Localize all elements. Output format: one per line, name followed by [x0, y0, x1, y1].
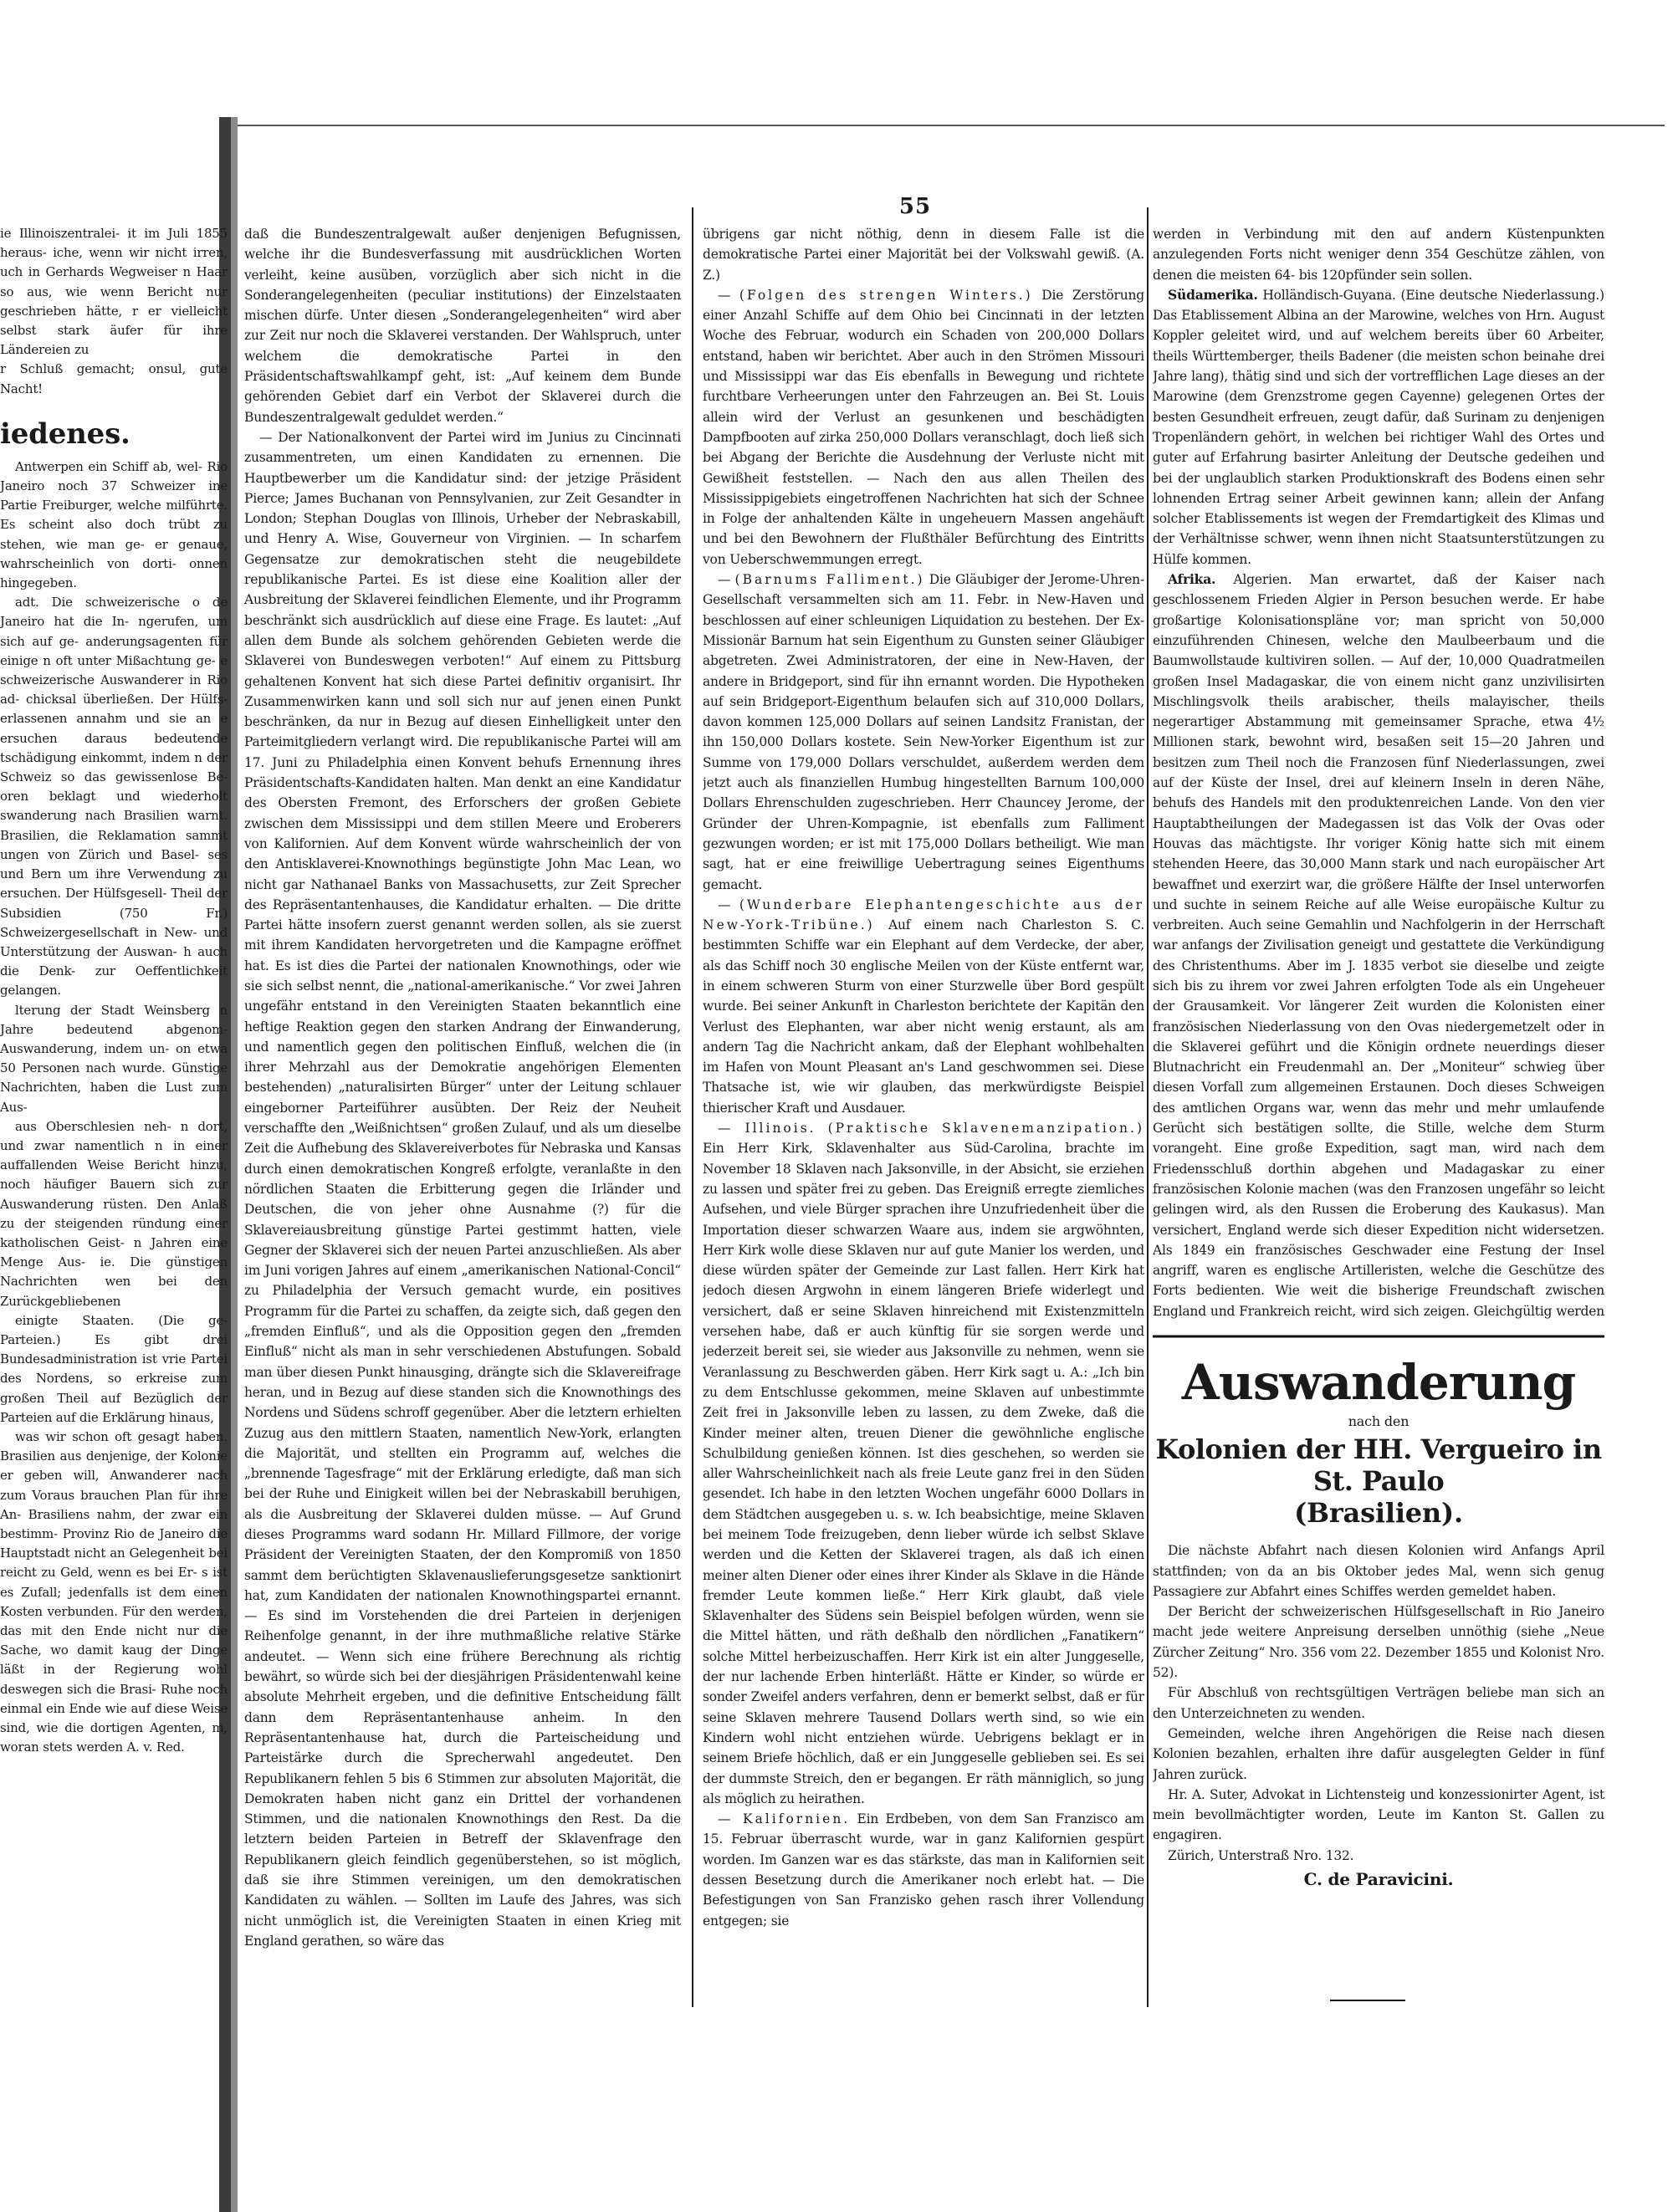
article-body: Auf einem nach Charleston S. C. bestimmten Schiffe war ein Elephant auf dem Verdecke, der aber, als das Schiff noch 30 englische Meilen von der Küste entfernt war, in einem schweren Sturm von einer Sturzwelle über Bord gespült wurde. Bei seiner Ankunft in Charleston berichtete der Kapitän den Verlust des Elephanten, war aber nicht wenig erstaunt, als am andern Tag die Nachricht ankam, daß der Elephant wohlbehalten im Hafen von Mount Pleasant an's Land geschwommen sei. Diese Thatsache ist, wie wir glauben, das merkwürdigste Beispiel thierischer Kraft und Ausdauer.	[703, 917, 1144, 1116]
article-body: Die Zerstörung einer Anzahl Schiffe auf dem Ohio bei Cincinnati in der letzten Woche des Februar, wodurch ein Schaden von 200,000 Dollars entstand, haben wir berichtet. Aber auch in den Strömen Missouri und Mississippi war das Eis ebenfalls in Bewegung und richtete furchtbare Verheerungen unter den Fahrzeugen an. Bei St. Louis allein wird der Verlust an gesunkenen und beschädigten Dampfbooten auf zirka 250,000 Dollars veranschlagt, doch ließ sich bei Abgang der Berichte die Ausdehnung der Verluste nicht mit Gewißheit feststellen. — Nach den aus allen Theilen des Mississippigebiets eingetroffenen Nachrichten hat sich der Schnee in Folge der anhaltenden Kälte in ungeheuern Massen angehäuft und bei den Bewohnern der Flußthäler Befürchtung des Eintritts von Ueberschwemmungen erregt.	[703, 287, 1144, 567]
section-heading: iedenes.	[0, 416, 130, 451]
column-4	[1153, 224, 1604, 1320]
column-3	[703, 224, 1144, 2001]
article-barnum: — (Barnums Falliment.) Die Gläubiger der Jerome-Uhren-Gesellschaft versammelten sich am 11. Febr. in New-Haven und beschlossen auf einer schleunigen Liquidation zu bestehen. Der Ex-Missionär Barnum hat sein Eigenthum zu Gunsten seiner Gläubiger abgetreten. Zwei Administratoren, der eine in New-Haven, der andere in Bridgeport, sind für ihn ernannt worden. Die Hypotheken auf sein Bridgeport-Eigenthum belaufen sich auf 310,000 Dollars, davon kommen 125,000 Dollars auf seinen Landsitz Franistan, der ihn 150,000 Dollars kostete. Sein New-Yorker Eigenthum ist zur Summe von 179,000 Dollars verschuldet, außerdem werden dem jetzt auch als finanziellen Humbug hingestellten Barnum 100,000 Dollars Ehrenschulden zugeschrieben. Herr Chauncey Jerome, der Gründer der Uhren-Kompagnie, ist ebenfalls zum Falliment gezwungen worden; er ist mit 175,000 Dollars betheiligt. Wie man sagt, hat er eine freiwillige Uebertragung seines Eigenthums gemacht.	[703, 572, 1144, 892]
article-body: Ein Erdbeben, von dem San Franzisco am 15. Februar überrascht wurde, war in ganz Kalifornien gespürt worden. Im Ganzen war es das stärkste, das man in Kalifornien seit dessen Besetzung durch die Amerikaner noch erlebt hat. — Die Befestigungen von San Franzisko gehen rasch ihrer Vollendung entgegen; sie	[703, 1811, 1144, 1928]
column-2	[244, 224, 681, 2001]
article-body: Die Gläubiger der Jerome-Uhren-Gesellschaft versammelten sich am 11. Febr. in New-Haven und beschlossen auf einer schleunigen Liquidation zu bestehen. Der Ex-Missionär Barnum hat sein Eigenthum zu Gunsten seiner Gläubiger abgetreten. Zwei Administratoren, der eine in New-Haven, der andere in Bridgeport, sind für ihn ernannt worden. Die Hypotheken auf sein Bridgeport-Eigenthum belaufen sich auf 310,000 Dollars, davon kommen 125,000 Dollars auf seinen Landsitz Franistan, der ihn 150,000 Dollars kostete. Sein New-Yorker Eigenthum ist zur Summe von 179,000 Dollars verschuldet, außerdem werden dem jetzt auch als finanziellen Humbug hingestellten Barnum 100,000 Dollars Ehrenschulden zugeschrieben. Herr Chauncey Jerome, der Gründer der Uhren-Kompagnie, ist ebenfalls zum Falliment gezwungen worden; er ist mit 175,000 Dollars betheiligt. Wie man sagt, hat er eine freiwillige Uebertragung seines Eigenthums gemacht.	[703, 572, 1144, 892]
ad-connector: nach den	[1348, 1413, 1410, 1429]
signature: C. de Paravicini.	[1303, 1869, 1454, 1890]
ad-title: Auswanderung	[1181, 1354, 1576, 1411]
ad-subtitle-country: (Brasilien).	[1294, 1497, 1463, 1530]
ad-subtitle: Kolonien der HH. Vergueiro in St. Paulo	[1155, 1433, 1602, 1498]
article-subtitle: Algerien.	[1233, 572, 1292, 588]
paragraph: was wir schon oft gesagt haben. Brasilien aus denjenige, der Kolonie er geben will, Anwanderer nach zum Voraus brauchen Plan für ihre An- Brasiliens nahm, der zwar ein bestimm- Provinz Rio de Janeiro die Hauptstadt nicht an Gelegenheit bei reicht zu Geld, wenn es bei Er- s ist es Zufall; jedenfalls ist dem einen Kosten verbunden. Für den werden, das mit den Ende nicht nur die Sache, wo damit kaug der Dinge läßt in der Regierung wohl deswegen sich die Brasi- Ruhe noch einmal ein Ende wie auf diese Weise sind, wie die dortigen Agenten, m, woran stets werden A. v. Red.	[0, 1428, 228, 1755]
paragraph: einigte Staaten. (Die ge- Parteien.) Es gibt drei Bundesadministration ist vrie Partei des Nordens, so erkreise zum großen Theil auf Bezüglich der Parteien auf die Erklärung hinaus,	[0, 1312, 228, 1425]
article-subtitle: Holländisch-Guyana. (Eine deutsche Niederlassung.)	[1262, 287, 1604, 303]
paragraph: Die nächste Abfahrt nach diesen Kolonien wird Anfangs April stattfinden; von da an bis Oktober jedes Mal, wenn sich genug Passagiere zur Abfahrt eines Schiffes werden gemeldet haben.	[1153, 1543, 1604, 1599]
paragraph: Gemeinden, welche ihren Angehörigen die Reise nach diesen Kolonien bezahlen, erhalten ihre dafür ausgelegten Gelder in fünf Jahren zurück.	[1153, 1725, 1604, 1782]
article-body: Das Etablissement Albina an der Marowine, welches von Hrn. August Koppler geleitet wird, und auf welchem bereits über 60 Arbeiter, theils Württemberger, theils Badener (die meisten schon beinahe drei Jahre lang), thätig sind und sich der vortrefflichen Lage dieses an der Marowine (dem Grenzstrome gegen Cayenne) gelegenen Ortes der besten Gesundheit erfreuen, zeugt dafür, daß Surinam zu denjenigen Tropenländern gehört, in welchen bei richtiger Wahl des Ortes und guter auf Erfahrung basirter Anleitung der Deutsche gedeihen und bei der unglaublich starken Produktionskraft des Bodens einen sehr lohnenden Ertrag seiner Arbeit gewinnen kann; allein der Anfang solcher Etablissements ist wegen der Fremdartigkeit des Klimas und der Verhältnisse schwer, wenn ihnen nicht Staatsunterstützungen zu Hülfe kommen.	[1153, 308, 1604, 567]
paragraph: Der Bericht der schweizerischen Hülfsgesellschaft in Rio Janeiro macht jede weitere Anpreisung derselben unnöthig (siehe „Neue Zürcher Zeitung“ Nro. 356 vom 22. Dezember 1855 und Kolonist Nro. 52).	[1153, 1604, 1604, 1681]
address: Zürich, Unterstraß Nro. 132.	[1168, 1847, 1354, 1863]
article-title: — Illinois. (Praktische Sklavenemanzipation.)	[718, 1121, 1144, 1137]
paragraph: übrigens gar nicht nöthig, denn in diesem Falle ist die demokratische Partei einer Majorität bei der Volkswahl gewiß. (A. Z.)	[703, 227, 1144, 283]
paragraph: — Der Nationalkonvent der Partei wird im Junius zu Cincinnati zusammentreten, um einen Kandidaten zu ernennen. Die Hauptbewerber um die Kandidatur sind: der jetzige Präsident Pierce; James Buchanan von Pennsylvanien, zur Zeit Gesandter in London; Stephan Douglas von Illinois, Urheber der Nebraskabill, und Henry A. Wise, Gouverneur von Virginien. — In scharfem Gegensatze zur demokratischen steht die neugebildete republikanische Partei. Es ist diese eine Koalition aller der Ausbreitung der Sklaverei feindlichen Elemente, und ihr Programm beschränkt sich ausdrücklich auf diese eine Frage. Es lautet: „Auf allen dem Bunde als solchem gehörenden Gebieten werde die Sklaverei von Bundeswegen verboten!“ Auf einem zu Pittsburg gehaltenen Konvent hat sich diese Partei definitiv organisirt. Ihr Zusammenwirken kann und soll sich nur auf jenen einen Punkt beschränken, da nur in Bezug auf diesen Einhelligkeit unter den Parteimitgliedern verlangt wird. Die republikanische Partei will am 17. Juni zu Philadelphia einen Konvent behufs Ernennung ihres Präsidentschafts-Kandidaten halten. Man denkt an eine Kandidatur des Obersten Fremont, des Erforschers der großen Gebiete zwischen dem Mississippi und dem stillen Meere und Eroberers von Kalifornien. Auf dem Konvent würde wahrscheinlich der von den Antisklaverei-Knownothings begünstigte John Mac Lean, wo nicht gar Nathanael Banks von Massachusetts, zur Zeit Sprecher des Repräsentantenhauses, die Kandidatur erhalten. — Die dritte Partei hätte insofern zuerst genannt werden sollen, als sie zuerst mit ihrem Kandidaten hervorgetreten und die Kampagne eröffnet hat. Es ist dies die Partei der nationalen Knownothings, oder wie sie sich selbst nennt, die „national-amerikanische.“ Vor zwei Jahren ungefähr entstand in den Vereinigten Staaten bekanntlich eine heftige Reaktion gegen den starken Andrang der Einwanderung, und namentlich gegen den politischen Einfluß, welchen die (in ihrer Mehrzahl aus der Demokratie angehörigen Elementen bestehenden) „naturalisirten Bürger“ unter der Leitung schlauer eingeborner Parteiführer ausübten. Der Reiz der Neuheit verschaffte den „Weißnichtsen“ großen Zulauf, und als um dieselbe Zeit die Aufhebung des Sklavereiverbotes für Nebraska und Kansas durch einen demokratischen Kongreß erfolgte, veranlaßte in den nördlichen Staaten die Erbitterung gegen die Irländer und Deutschen, die von jeher ohne Ausnahme (?) für die Sklavereiausbreitung günstige Partei gestimmt hatten, viele Gegner der Sklaverei sich der neuen Partei anzuschließen. Als aber im Juni vorigen Jahres auf einem „amerikanischen National-Concil“ zu Philadelphia der Versuch gemacht wurde, ein positives Programm für die Partei zu schaffen, da zeigte sich, daß gegen den „fremden Einfluß“, und als die Opposition gegen den „fremden Einfluß“ nicht als man in sehr verschiedenen Abstufungen. Sobald man über diesen Punkt hinausging, drängte sich die Sklavereifrage heran, und in Bezug auf diese standen sich die Knownothings des Nordens und Südens schroff gegenüber. Aber die letztern erhielten Zuzug aus den mittlern Staaten, namentlich New-York, erlangten die Majorität, und stellten ein Programm auf, welches die „brennende Tagesfrage“ mit der Erklärung erledigte, daß man sich bei der Ruhe und Einigkeit willen bei der Nebraskabill beruhigen, als die Ausbreitung der Sklaverei dulden müsse. — Auf Grund dieses Programms ward sodann Hr. Millard Fillmore, der vorige Präsident der Vereinigten Staaten, der den Kompromiß von 1850 sammt dem berüchtigten Sklavenauslieferungsgesetze sanktionirt hat, zum Kandidaten der nationalen Knownothingspartei ernannt. — Es sind im Vorstehenden die drei Parteien in derjenigen Reihenfolge genannt, in der ihre muthmaßliche relative Stärke andeutet. — Wenn sich eine frühere Berechnung als richtig bewährt, so würde sich bei der diesjährigen Präsidentenwahl keine absolute Mehrheit ergeben, und die definitive Entscheidung fällt dann dem Repräsentantenhause anheim. In den Repräsentantenhause hat, durch die Parteischeidung und Parteistärke durch die Sprecherwahl angedeutet. Den Republikanern fehlen 5 bis 6 Stimmen zur absoluten Majorität, die Demokraten haben nicht ganz ein Drittel der vorhandenen Stimmen, und die nationalen Knownothings den Rest. Da die letztern beiden Parteien in Betreff der Sklavenfrage den Republikanern gleich feindlich gegenüberstehen, so ist möglich, daß sie ihre Stimmen vereinigen, um den demokratischen Kandidaten zu wählen. — Sollten im Laufe des Jahres, was sich nicht unmöglich ist, die Vereinigten Staaten in einen Krieg mit England gerathen, so wäre das	[244, 429, 681, 1949]
article-title: (Wunderbare Elephantengeschichte aus der New-York-Tribüne.)	[703, 897, 1144, 933]
article-title: (Barnums Falliment.)	[734, 572, 925, 588]
page-number: 55	[898, 194, 932, 219]
paragraph: Antwerpen ein Schiff ab, wel- Rio Janeiro noch 37 Schweizer ine Partie Freiburger, welche milführte. Es scheint also doch trübt zu stehen, wie man ge- er genaue, wahrscheinlich von dorti- onnen hingegeben.	[0, 458, 228, 591]
article-body: Ein Herr Kirk, Sklavenhalter aus Süd-Carolina, brachte im November 18 Sklaven nach Jaksonville, in der Absicht, sie erziehen zu lassen und später frei zu geben. Das Ereigniß erregte ziemliches Aufsehen, und viele Bürger sprachen ihre Unzufriedenheit über die Importation dieser schwarzen Waare aus, indem sie argwöhnten, Herr Kirk wolle diese Sklaven nur auf gute Manier los werden, und diese würden später der Gemeinde zur Last fallen. Herr Kirk hat jedoch diesen Argwohn in einem längeren Briefe widerlegt und versichert, daß er seine Sklaven hinreichend mit Existenzmitteln versehen habe, daß er auch künftig für sie sorgen werde und jederzeit bereit sei, sie wieder aus Jaksonville zu nehmen, wenn sie Veranlassung zu Beschwerden gäben. Herr Kirk sagt u. A.: „Ich bin zu dem Entschlusse gekommen, meine Sklaven auf unbestimmte Zeit frei in Jaksonville leben zu lassen, zu dem Zweke, daß die Kinder meiner alten, treuen Diener die gewöhnliche englische Schulbildung genießen können. Ist dies geschehen, so werden sie aller Wahrscheinlichkeit nach als freie Leute ganz frei in den Süden gesendet. Ich habe in den letzten Wochen ungefähr 6000 Dollars in dem Städtchen ausgegeben u. s. w. Ich beabsichtige, meine Sklaven bei meinem Tode freizugeben, denn lieber würde ich selbst Sklave werden und die Ketten der Sklaverei tragen, als daß ich einen meiner alten Diener oder eines ihrer Kinder als Sklave in die Hände fremder Leute kommen ließe.“ Herr Kirk glaubt, daß viele Sklavenhalter des Südens sein Beispiel befolgen würden, wenn sie die Mittel hätten, und räth deßhalb den nördlichen „Fanatikern“ solche Mittel herbeizuschaffen. Herr Kirk ist ein alter Junggeselle, der nur lachende Erben hinterläßt. Hätte er Kinder, so würde er sonder Zweifel anders verfahren, denn er bemerkt selbst, daß er für seine Sklaven mehrere Tausend Dollars werth sind, so wie ein Kindern wohl nicht entziehen würde. Uebrigens beklagt er in seinem Briefe höchlich, daß er ein Junggeselle geblieben sei. Es sei der dummste Streich, den er begangen. Er räth männiglich, so jung als möglich zu heirathen.	[703, 1141, 1144, 1806]
article-title: Afrika.	[1168, 571, 1216, 588]
paragraph: werden in Verbindung mit den auf andern Küstenpunkten anzulegenden Forts nicht weniger denn 354 Geschütze zählen, von denen die meisten 64- bis 120pfünder sein sollen.	[1153, 227, 1604, 283]
article-africa	[1153, 570, 1604, 1320]
paragraph: adt. Die schweizerische o de Janeiro hat die In- ngerufen, um sich auf ge- anderungsagenten für einige n oft unter Mißachtung ge- e schweizerische Auswanderer in Rio ad- chicksal überließen. Der Hülfs- erlassenen annahm und sie an e ersuchen daraus bedeutende tschädigung einkommt, indem n der Schweiz so das gewissenlose Be- oren beklagt und wiederholt swanderung nach Brasilien warnt. Brasilien, die Reklamation sammt ungen von Zürich und Basel- ses und Bern um ihre Verwendung zu ersuchen. Der Hülfsgesell- Theil der Subsidien (750 Fr.) Schweizergesellschaft in New- und Unterstützung der Auswan- h auch die Denk- zur Oeffentlichkeit gelangen.	[0, 595, 228, 999]
article-body: Man erwartet, daß der Kaiser nach geschlossenem Frieden Algier in Person besuchen werde. Er habe großartige Kolonisationspläne vor; man spricht von 50,000 einzuführenden Chinesen, welche den Maulbeerbaum und die Baumwollstaude kultiviren sollen. — Auf der, 10,000 Quadratmeilen großen Insel Madagaskar, die von einem nicht ganz unzivilisirten Mischlingsvolk theils arabischer, theils malayischer, theils negerartiger Abstammung mit gemeinsamer Sprache, etwa 4½ Millionen stark, bewohnt wird, besaßen seit 15—20 Jahren und besitzen zum Theil noch die Franzosen fünf Niederlassungen, zwei auf der Küste der Insel, drei auf kleinern Inseln in deren Nähe, behufs des Handels mit den produktenreichen Lande. Von den vier Hauptabtheilungen der Madegassen ist das Volk der Ovas oder Houvas das mächtigste. Ihr voriger König hatte sich mit einem stehenden Heere, das 30,000 Mann stark und nach europäischer Art bewaffnet und exerzirt war, die größere Hälfte der Insel unterworfen und suchte in seinem Reiche auf alle Weise europäische Kultur zu verbreiten. Auch seine Gemahlin und Nachfolgerin in der Herrschaft war anfangs der Zivilisation geneigt und gestattete die Verkündigung des Christenthums. Aber im J. 1835 verbot sie dieselbe und zeigte sich bis zu ihrem vor zwei Jahren erfolgten Tode als ein Ungeheuer der Grausamkeit. Vor längerer Zeit wurden die Kolonisten einer französischen Niederlassung von den Ovas niedergemetzelt oder in die Sklaverei geführt und die Königin ordnete neuerdings dieser Blutnachricht ein Freudenmahl an. Der „Moniteur“ schwieg über diesen Vorfall zum allgemeinen Erstaunen. Doch dieses Schweigen des amtlichen Organs war, wenn das mehr und mehr umlaufende Gerücht sich bestätigen sollte, die Stille, welche dem Sturm vorangeht. Eine große Expedition, sagt man, wird nach dem Friedensschluß dorthin abgehen und Madagaskar zu einer französischen Kolonie machen (was den Franzosen ungefähr so leicht gelingen wird, als den Russen die Eroberung des Kaukasus). Man versichert, England werde sich dieser Expedition nicht widersetzen. Als 1849 ein französisches Geschwader eine Festung der Insel angriff, waren es englische Artilleristen, welche die Geschütze des Forts bedienten. Wie weit die bisherige Freundschaft zwischen England und Frankreich reicht, wird sich zeigen. Gleichgültig werden	[1153, 572, 1604, 1319]
article-california	[703, 1809, 1144, 1931]
article-title: (Folgen des strengen Winters.)	[739, 287, 1033, 303]
article-falling-winter: — (Folgen des strengen Winters.) Die Zerstörung einer Anzahl Schiffe auf dem Ohio bei Cincinnati in der letzten Woche des Februar, wodurch ein Schaden von 200,000 Dollars entstand, haben wir berichtet. Aber auch in den Strömen Missouri und Mississippi war das Eis ebenfalls in Bewegung und richtete furchtbare Verheerungen unter den Fahrzeugen an. Bei St. Louis allein wird der Verlust an gesunkenen und beschädigten Dampfbooten auf zirka 250,000 Dollars veranschlagt, doch ließ sich bei Abgang der Berichte die Ausdehnung der Verluste nicht mit Gewißheit feststellen. — Nach den aus allen Theilen des Mississippigebiets eingetroffenen Nachrichten hat sich der Schnee in Folge der anhaltenden Kälte in ungeheuern Massen angehäuft und bei den Bewohnern der Flußthäler Befürchtung des Eintritts von Ueberschwemmungen erregt.	[703, 287, 1144, 567]
article-south-america	[1153, 285, 1604, 570]
paragraph: lterung der Stadt Weinsberg n Jahre bedeutend abgenom- Auswanderung, indem un- on etwa 50 Personen nach wurde. Günstige Nachrichten, haben die Lust zum Aus-	[0, 1002, 228, 1115]
column-left-fragment	[0, 224, 228, 2005]
article-elephant: — (Wunderbare Elephantengeschichte aus der New-York-Tribüne.) Auf einem nach Charleston S. C. bestimmten Schiffe war ein Elephant auf dem Verdecke, der aber, als das Schiff noch 30 englische Meilen von der Küste entfernt war, in einem schweren Sturm von einer Sturzwelle über Bord gespült wurde. Bei seiner Ankunft in Charleston berichtete der Kapitän den Verlust des Elephanten, war aber nicht wenig erstaunt, als am andern Tag die Nachricht ankam, daß der Elephant wohlbehalten im Hafen von Mount Pleasant an's Land geschwommen sei. Diese Thatsache ist, wie wir glauben, das merkwürdigste Beispiel thierischer Kraft und Ausdauer.	[703, 897, 1144, 1116]
paragraph: Für Abschluß von rechtsgültigen Verträgen beliebe man sich an den Unterzeichneten zu wenden.	[1153, 1685, 1604, 1721]
advertisement	[1153, 1353, 1604, 1989]
paragraph: ie Illinoiszentralei- it im Juli 1855 heraus- iche, wenn wir nicht irren, uch in Gerhards Wegweiser n Haar so aus, wie wenn Bericht nur geschrieben hätte, r er vielleicht selbst stark äufer für ihre Ländereien zu	[0, 226, 228, 358]
paragraph: r Schluß gemacht; onsul, gute Nacht!	[0, 361, 228, 396]
paragraph: daß die Bundeszentralgewalt außer denjenigen Befugnissen, welche ihr die Bundesverfassung mit ausdrücklichen Worten verleiht, keine ausüben, vorzüglich aber sich nicht in die Sonderangelegenheiten (peculiar institutions) der Einzelstaaten mischen dürfe. Unter diesen „Sonderangelegenheiten“ wird aber zur Zeit nur noch die Sklaverei verstanden. Der Wahlspruch, unter welchem die demokratische Partei in den Präsidentschaftswahlkampf geht, ist: „Auf keinem dem Bunde gehörenden Gebiet darf ein Verbot der Sklaverei durch die Bundeszentralgewalt geduldet werden.“	[244, 227, 681, 425]
article-illinois	[703, 1118, 1144, 1809]
article-title: — Kalifornien.	[718, 1811, 851, 1827]
article-title: Südamerika.	[1168, 286, 1258, 303]
paragraph: Hr. A. Suter, Advokat in Lichtensteig und konzessionirter Agent, ist mein bevollmächtigter worden, Leute im Kanton St. Gallen zu engagiren.	[1153, 1786, 1604, 1843]
paragraph: aus Oberschlesien neh- n dort, und zwar namentlich n in einer auffallenden Weise Bericht hinzu, noch häufiger Bauern sich zur Auswanderung rüsten. Den Anlaß zu der steigenden ründung einer katholischen Geist- n Jahren eine Menge Aus- ie. Die günstigen Nachrichten wen bei den Zurückgebliebenen	[0, 1118, 228, 1309]
